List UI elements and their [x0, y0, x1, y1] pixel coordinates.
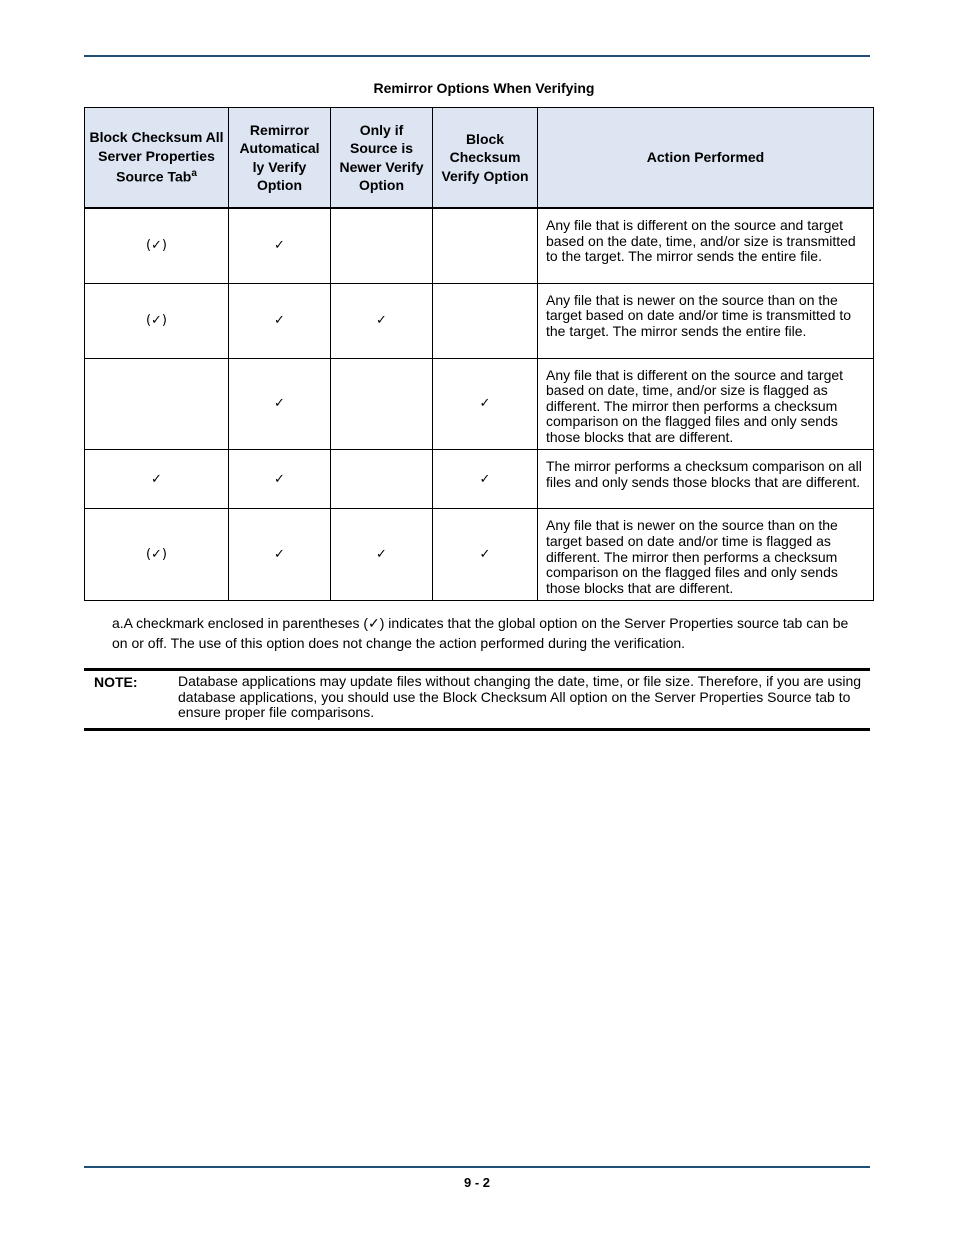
- table-row: [85, 283, 874, 358]
- checkmark-cell: ✓: [229, 283, 331, 358]
- column-header-action: Action Performed: [538, 108, 874, 209]
- column-header-block-checksum-verify: Block Checksum Verify Option: [433, 108, 538, 209]
- checkmark-cell: ✓: [229, 208, 331, 283]
- checkmark-cell: (✓): [85, 509, 229, 601]
- checkmark-cell: ✓: [433, 509, 538, 601]
- checkmark-cell: (✓): [85, 283, 229, 358]
- page-number: 9 - 2: [463, 1175, 490, 1190]
- checkmark-cell: ✓: [85, 450, 229, 509]
- action-cell: Any file that is newer on the source than on the target based on date and/or time is transmitted to the target. The mirror sends the entire file.: [538, 283, 874, 358]
- checkmark-cell: [433, 208, 538, 283]
- checkmark-cell: (✓): [85, 208, 229, 283]
- column-header-only-if-newer: Only if Source is Newer Verify Option: [331, 108, 433, 209]
- checkmark-cell: [331, 450, 433, 509]
- table-footnote: a.A checkmark enclosed in parentheses (✓) indicates that the global option on the Server Properties source tab can be on or off. The use of this option does not change the action performed during the verification.: [112, 615, 849, 651]
- action-cell: Any file that is different on the source and target based on the date, time, and/or size is transmitted to the target. The mirror sends the entire file.: [538, 208, 874, 283]
- checkmark-cell: ✓: [331, 283, 433, 358]
- action-cell: Any file that is newer on the source than on the target based on date and/or time is flagged as different. The mirror then performs a checksum comparison on the flagged files and only sends those blocks that are different.: [538, 509, 874, 601]
- action-cell: Any file that is different on the source and target based on date, time, and/or size is flagged as different. The mirror then performs a checksum comparison on the flagged files and only sends those blocks that are different.: [538, 358, 874, 450]
- footnote-mark: a: [191, 168, 197, 180]
- checkmark-cell: ✓: [433, 358, 538, 450]
- table-row: [85, 208, 874, 283]
- column-header-remirror-verify: Remirror Automatical ly Verify Option: [229, 108, 331, 209]
- table-row: [85, 509, 874, 601]
- table-row: [85, 358, 874, 450]
- checkmark-cell: ✓: [331, 509, 433, 601]
- note-text: Database applications may update files without changing the date, time, or file size. Therefore, if you are using database applications, you should use the Block Checksum All option on the Server Properties Source tab to ensure proper file comparisons.: [178, 673, 862, 721]
- checkmark-cell: ✓: [229, 450, 331, 509]
- options-table: [84, 107, 874, 601]
- checkmark-cell: [331, 358, 433, 450]
- checkmark-cell: [85, 358, 229, 450]
- checkmark-cell: ✓: [229, 509, 331, 601]
- table-caption: Remirror Options When Verifying: [373, 80, 595, 96]
- column-header-block-checksum-all: Block Checksum All Server Properties Source Tab$^a$: [85, 108, 229, 209]
- note-top-rule: [84, 668, 870, 671]
- table-header-row: [85, 108, 874, 209]
- action-cell: The mirror performs a checksum comparison on all files and only sends those blocks that are different.: [538, 450, 874, 509]
- footer-rule: [84, 1166, 870, 1168]
- checkmark-cell: ✓: [229, 358, 331, 450]
- checkmark-cell: ✓: [433, 450, 538, 509]
- header-rule: [84, 55, 870, 57]
- note-bottom-rule: [84, 728, 870, 731]
- checkmark-cell: [331, 208, 433, 283]
- note-label: NOTE:: [94, 674, 138, 690]
- checkmark-cell: [433, 283, 538, 358]
- table-row: [85, 450, 874, 509]
